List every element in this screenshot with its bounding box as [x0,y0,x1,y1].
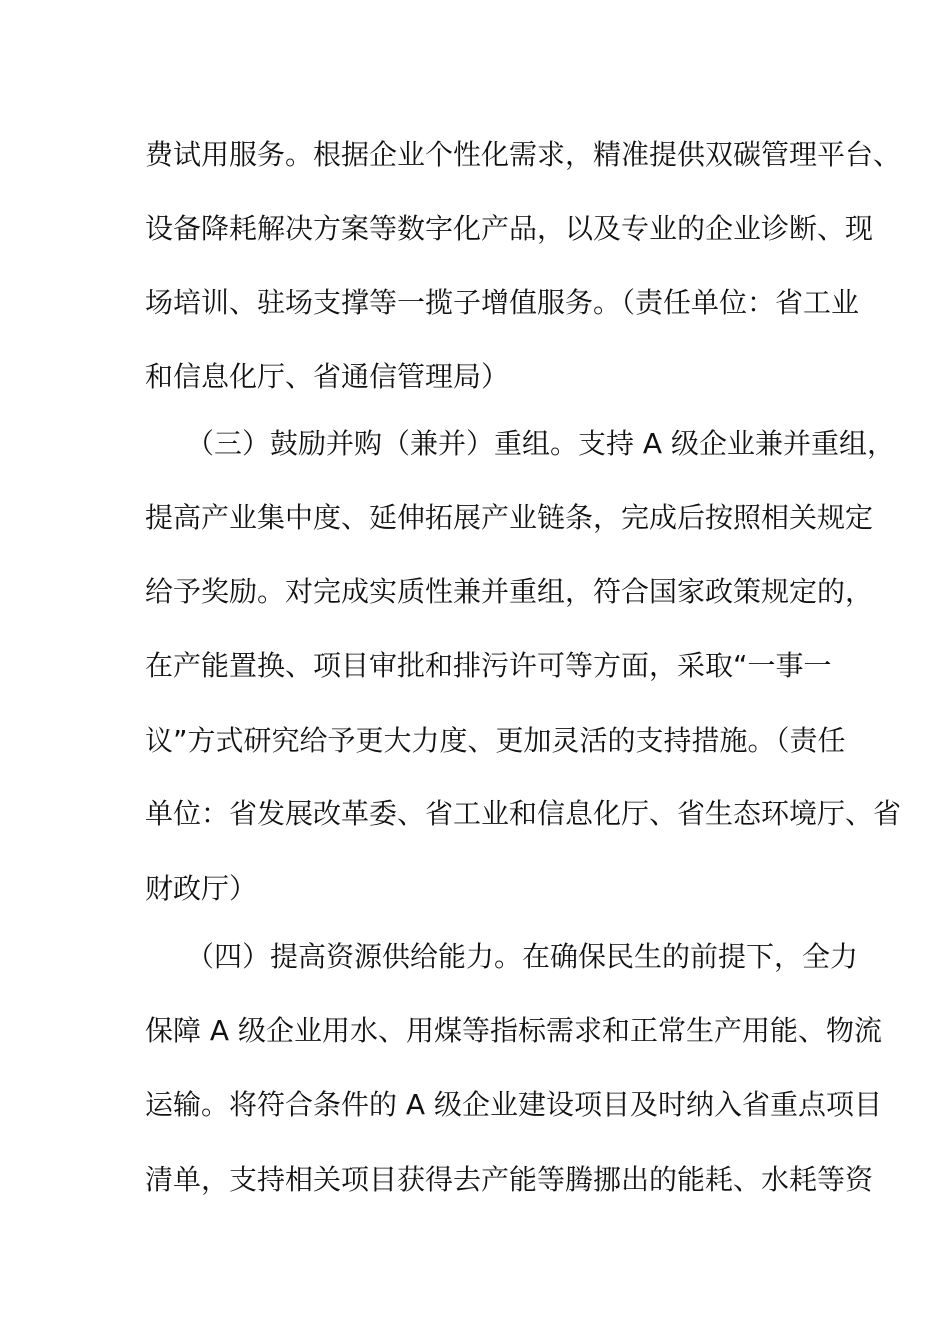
text-line: 设备降耗解决方案等数字化产品，以及专业的企业诊断、现 [145,212,874,245]
text-line: 费试用服务。根据企业个性化需求，精准提供双碳管理平台、 [145,138,902,171]
section-heading-line: （四）提高资源供给能力。在确保民生的前提下，全力 [186,940,859,973]
text-line: 单位：省发展改革委、省工业和信息化厅、省生态环境厅、省 [145,797,902,830]
text-line: 财政厅） [145,872,258,905]
text-line: 清单，支持相关项目获得去产能等腾挪出的能耗、水耗等资 [145,1163,874,1196]
text-line: 议”方式研究给予更大力度、更加灵活的支持措施。（责任 [145,724,846,757]
text-line: 在产能置换、项目审批和排污许可等方面，采取“一事一 [145,649,832,682]
text-line: 场培训、驻场支撑等一揽子增值服务。（责任单位：省工业 [145,286,860,319]
text-line: 提高产业集中度、延伸拓展产业链条，完成后按照相关规定 [145,501,874,534]
section-heading-line: （三）鼓励并购（兼并）重组。支持 A 级企业兼并重组， [186,427,895,460]
text-line: 给予奖励。对完成实质性兼并重组，符合国家政策规定的， [145,575,874,608]
text-line: 保障 A 级企业用水、用煤等指标需求和正常生产用能、物流 [145,1014,882,1047]
text-line: 运输。将符合条件的 A 级企业建设项目及时纳入省重点项目 [145,1088,882,1121]
text-line: 和信息化厅、省通信管理局） [145,360,510,393]
